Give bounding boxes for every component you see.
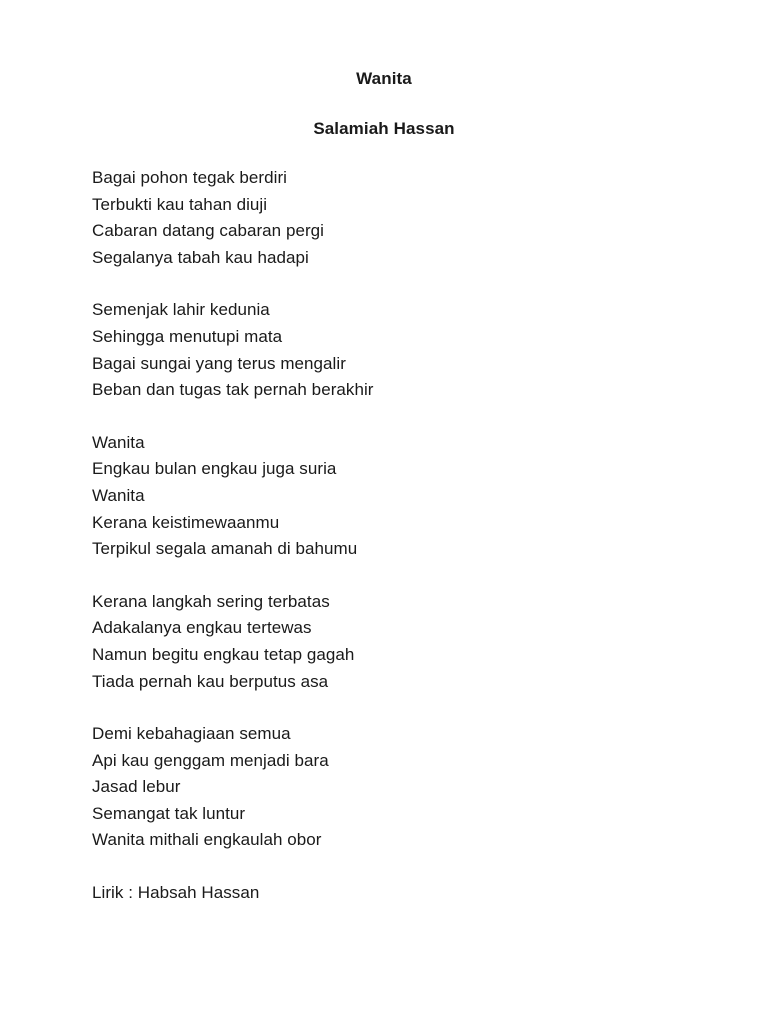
poem-line: Terpikul segala amanah di bahumu [92,539,358,559]
poem-line: Jasad lebur [92,777,181,797]
poem-line: Kerana keistimewaanmu [92,512,280,532]
poem-line: Api kau genggam menjadi bara [92,750,329,770]
poem-line: Bagai sungai yang terus mengalir [92,353,346,373]
poem-line: Bagai pohon tegak berdiri [92,168,287,187]
poem-line: Cabaran datang cabaran pergi [92,221,325,241]
poem-line: Segalanya tabah kau hadapi [92,247,309,267]
stanza [92,165,768,271]
stanza [92,721,768,854]
poem-line: Engkau bulan engkau juga suria [92,459,337,479]
poem-line: Sehingga menutupi mata [92,326,283,346]
poem-line: Wanita [92,432,145,452]
poem-line: Beban dan tugas tak pernah berakhir [92,380,374,400]
page-title: Wanita [356,69,412,88]
stanza [92,297,768,403]
stanza [92,589,768,695]
poem-line: Kerana langkah sering terbatas [92,591,330,611]
poem-line: Wanita mithali engkaulah obor [92,830,322,850]
author-byline: Salamiah Hassan [313,119,455,138]
poem-line: Demi kebahagiaan semua [92,724,291,744]
poem-line: Adakalanya engkau tertewas [92,618,312,638]
poem-line: Wanita [92,485,145,505]
poem-line: Namun begitu engkau tetap gagah [92,644,355,664]
poem-line: Tiada pernah kau berputus asa [92,671,329,691]
poem-line: Semangat tak luntur [92,803,246,823]
lyricist-credit: Lirik : Habsah Hassan [92,883,260,903]
stanza [92,430,768,563]
poem-line: Terbukti kau tahan diuji [92,194,268,214]
poem-line: Semenjak lahir kedunia [92,300,270,320]
poem-stanzas [0,142,768,854]
